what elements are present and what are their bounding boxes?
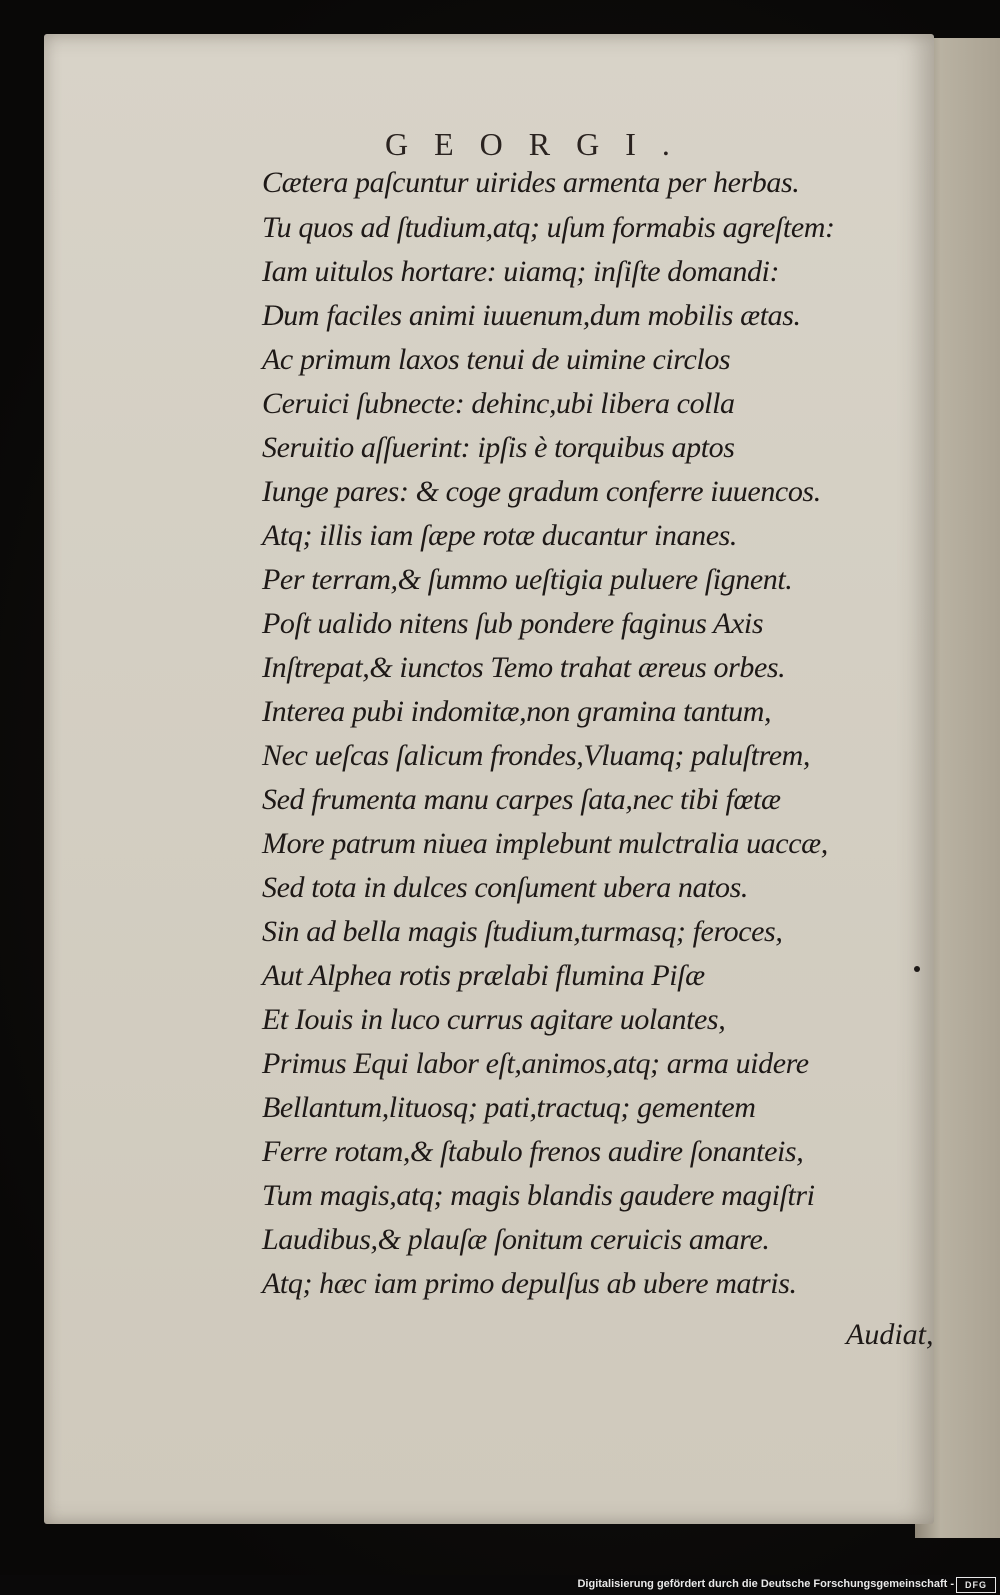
dfg-logo-icon[interactable]: DFG xyxy=(956,1577,996,1593)
verse-line-22: Bellantum,lituosq; pati,tractuq; gementem xyxy=(262,1091,756,1124)
verse-line-26: Atq; hæc iam primo depulſus ab ubere matris. xyxy=(262,1267,797,1300)
verse-line-8: Iunge pares: & coge gradum conferre iuuencos. xyxy=(262,475,821,508)
verse-line-10: Per terram,& ſummo ueſtigia puluere ſignent. xyxy=(262,563,793,596)
verse-line-2: Tu quos ad ſtudium,atq; uſum formabis agreſtem: xyxy=(262,211,835,244)
verse-line-3: Iam uitulos hortare: uiamq; inſiſte domandi: xyxy=(262,255,780,288)
catchword: Audiat, xyxy=(846,1318,934,1351)
verse-line-21: Primus Equi labor eſt,animos,atq; arma uidere xyxy=(262,1047,809,1080)
running-head: GEORGI. xyxy=(385,126,696,162)
verse-line-1: Cætera paſcuntur uirides armenta per herbas. xyxy=(262,166,800,199)
verse-line-17: Sed tota in dulces conſument ubera natos. xyxy=(262,871,749,904)
ink-speck xyxy=(914,966,920,972)
verse-line-4: Dum faciles animi iuuenum,dum mobilis ætas. xyxy=(262,299,801,332)
verse-line-23: Ferre rotam,& ſtabulo frenos audire ſonanteis, xyxy=(262,1135,804,1168)
verse-line-5: Ac primum laxos tenui de uimine circlos xyxy=(262,343,731,376)
verse-line-16: More patrum niuea implebunt mulctralia uaccæ, xyxy=(262,827,828,860)
verse-line-12: Inſtrepat,& iunctos Temo trahat æreus orbes. xyxy=(262,651,786,684)
verse-line-14: Nec ueſcas ſalicum frondes,Vluamq; paluſtrem, xyxy=(262,739,811,772)
verse-line-25: Laudibus,& plauſæ ſonitum ceruicis amare. xyxy=(262,1223,770,1256)
verse-line-11: Poſt ualido nitens ſub pondere faginus Axis xyxy=(262,607,764,640)
verse-line-15: Sed frumenta manu carpes ſata,nec tibi fœtæ xyxy=(262,783,781,816)
footer-credit: Digitalisierung gefördert durch die Deutsche Forschungsgemeinschaft - xyxy=(577,1578,954,1590)
verse-line-7: Seruitio aſſuerint: ipſis è torquibus aptos xyxy=(262,431,735,464)
verse-line-19: Aut Alphea rotis prælabi flumina Piſæ xyxy=(262,959,705,992)
verse-line-6: Ceruici ſubnecte: dehinc,ubi libera colla xyxy=(262,387,735,420)
verse-line-13: Interea pubi indomitæ,non gramina tantum, xyxy=(262,695,772,728)
verse-line-9: Atq; illis iam ſæpe rotæ ducantur inanes. xyxy=(262,519,737,552)
verse-line-24: Tum magis,atq; magis blandis gaudere magiſtri xyxy=(262,1179,815,1212)
verse-line-20: Et Iouis in luco currus agitare uolantes, xyxy=(262,1003,726,1036)
verse-line-18: Sin ad bella magis ſtudium,turmasq; feroces, xyxy=(262,915,783,948)
